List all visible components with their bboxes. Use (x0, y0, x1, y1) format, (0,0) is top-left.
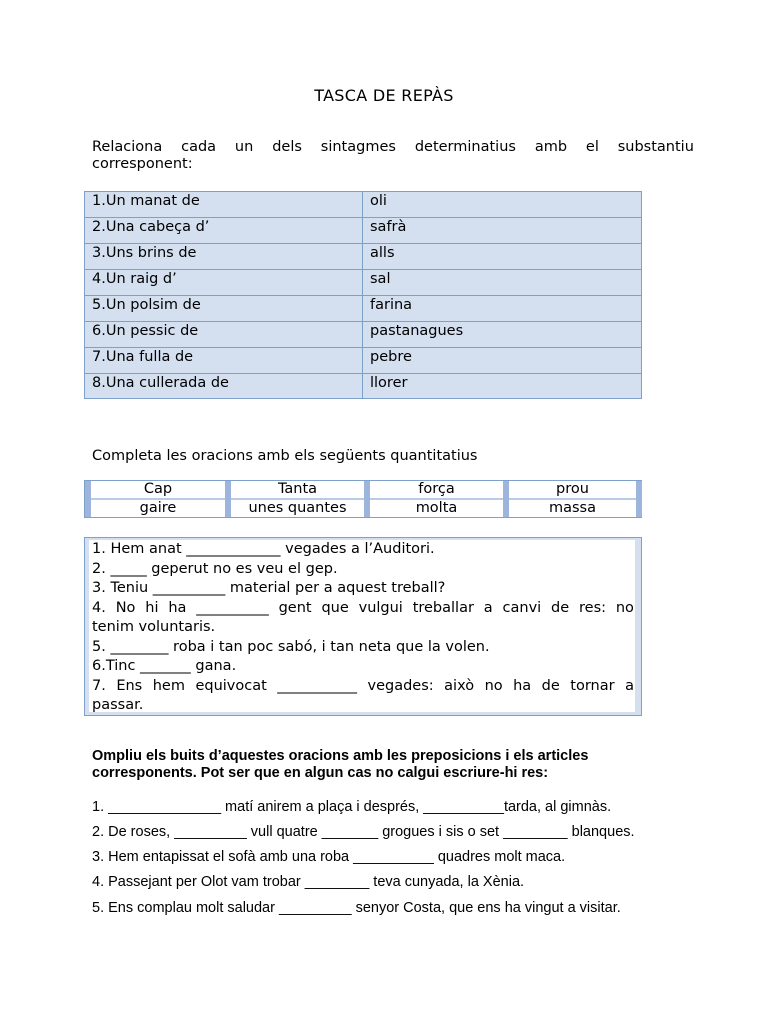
word: a (625, 677, 634, 694)
exercise3-sentence-4: 4. Passejant per Olot vam trobar ________ teva cunyada, la Xènia. (92, 874, 525, 890)
sentence-3: 3. Teniu __________ material per a aquest treball? (92, 580, 446, 596)
table-row (85, 348, 641, 374)
word: cada (181, 139, 217, 155)
word-bank-cell: força (370, 481, 503, 498)
word: __________ (196, 599, 269, 616)
word-bank-cell: Tanta (231, 481, 364, 498)
table-cell-noun: safrà (370, 219, 407, 235)
table-cell-noun: pebre (370, 349, 412, 365)
table-row (85, 296, 641, 322)
table-row (85, 244, 641, 270)
table-cell-noun: alls (370, 245, 395, 261)
table-cell-phrase: 2.Una cabeça d’ (92, 219, 210, 235)
word: canvi (502, 599, 542, 616)
sentence-7-line-2: passar. (92, 697, 144, 713)
word: això (444, 677, 475, 694)
word: hem (152, 677, 185, 694)
matching-table (84, 191, 642, 399)
word-bank-cell: Cap (91, 481, 225, 498)
sentence-7-line-1 (92, 677, 634, 697)
table-cell-noun: oli (370, 193, 387, 209)
word: vulgui (358, 599, 403, 616)
word: Ens (116, 677, 143, 694)
word: que (321, 599, 349, 616)
table-row (85, 192, 641, 218)
table-cell-phrase: 1.Un manat de (92, 193, 200, 209)
word: determinatius (414, 139, 516, 155)
word: un (234, 139, 254, 155)
word: ha (513, 677, 532, 694)
word: vegades: (367, 677, 434, 694)
word: 7. (92, 677, 106, 694)
word: tornar (570, 677, 615, 694)
word: equivocat (195, 677, 267, 694)
word-bank-cell: unes quantes (231, 500, 364, 517)
sentence-2: 2. _____ geperut no es veu el gep. (92, 560, 338, 577)
word: dels (272, 139, 302, 155)
exercise3-sentence-3: 3. Hem entapissat el sofà amb una roba __________ quadres molt maca. (92, 849, 566, 865)
table-cell-noun: pastanagues (370, 323, 464, 339)
quantifier-word-bank (84, 480, 642, 518)
word: de (551, 599, 570, 616)
sentence-4-line-1 (92, 599, 634, 619)
table-cell-noun: farina (370, 297, 413, 313)
instruction-line-1 (92, 139, 694, 156)
sentence-list (92, 540, 634, 716)
word: treballar (412, 599, 474, 616)
word: sintagmes (320, 139, 396, 155)
word-bank-cell: massa (509, 500, 636, 517)
word: 4. (92, 599, 106, 616)
exercise2-instruction: Completa les oracions amb els següents quantitatius (92, 448, 478, 464)
sentence-box-inner (89, 540, 635, 712)
word: amb (534, 139, 568, 155)
instruction-line-2: corresponent: (92, 156, 193, 172)
exercise3-instruction: Ompliu els buits d’aquestes oracions amb les preposicions i els articles corresponents. Pot ser que en algun cas no calgui escriure-hi res: (92, 748, 589, 781)
word: hi (145, 599, 159, 616)
word: a (483, 599, 493, 616)
word: substantiu (617, 139, 694, 155)
word: no (615, 599, 634, 616)
word: gent (278, 599, 312, 616)
exercise3-sentence-5: 5. Ens complau molt saludar _________ senyor Costa, que ens ha vingut a visitar. (92, 900, 621, 916)
word: el (585, 139, 599, 155)
exercise1-instruction (92, 139, 694, 173)
exercise3-sentence-2: 2. De roses, _________ vull quatre _______ grogues i sis o set ________ blanques. (92, 824, 635, 840)
word: ___________ (277, 677, 358, 694)
exercise3-sentence-1: 1. ______________ matí anirem a plaça i després, __________tarda, al gimnàs. (92, 799, 612, 815)
word: ha (168, 599, 187, 616)
table-row (85, 270, 641, 296)
word: de (541, 677, 560, 694)
table-row (85, 218, 641, 244)
cell-divider (636, 481, 642, 517)
sentence-4-line-2: tenim voluntaris. (92, 619, 216, 635)
page-title: TASCA DE REPÀS (314, 86, 454, 105)
table-cell-phrase: 8.Una cullerada de (92, 375, 229, 391)
table-cell-phrase: 5.Un polsim de (92, 297, 201, 313)
word-bank-cell: molta (370, 500, 503, 517)
table-row (85, 374, 641, 400)
sentence-1: 1. Hem anat _____________ vegades a l’Auditori. (92, 541, 435, 557)
table-cell-noun: llorer (370, 375, 408, 391)
table-cell-phrase: 6.Un pessic de (92, 323, 199, 339)
word-bank-cell: prou (509, 481, 636, 498)
table-row (85, 322, 641, 348)
word: Relaciona (92, 139, 163, 155)
table-cell-phrase: 3.Uns brins de (92, 245, 197, 261)
word-bank-cell: gaire (91, 500, 225, 517)
table-cell-phrase: 4.Un raig d’ (92, 271, 177, 287)
sentence-box (84, 537, 642, 716)
word: No (115, 599, 136, 616)
sentence-5: 5. ________ roba i tan poc sabó, i tan neta que la volen. (92, 638, 490, 655)
word: res: (579, 599, 607, 616)
word: no (484, 677, 503, 694)
sentence-6: 6.Tinc _______ gana. (92, 658, 237, 674)
table-cell-noun: sal (370, 271, 391, 287)
table-cell-phrase: 7.Una fulla de (92, 349, 194, 365)
